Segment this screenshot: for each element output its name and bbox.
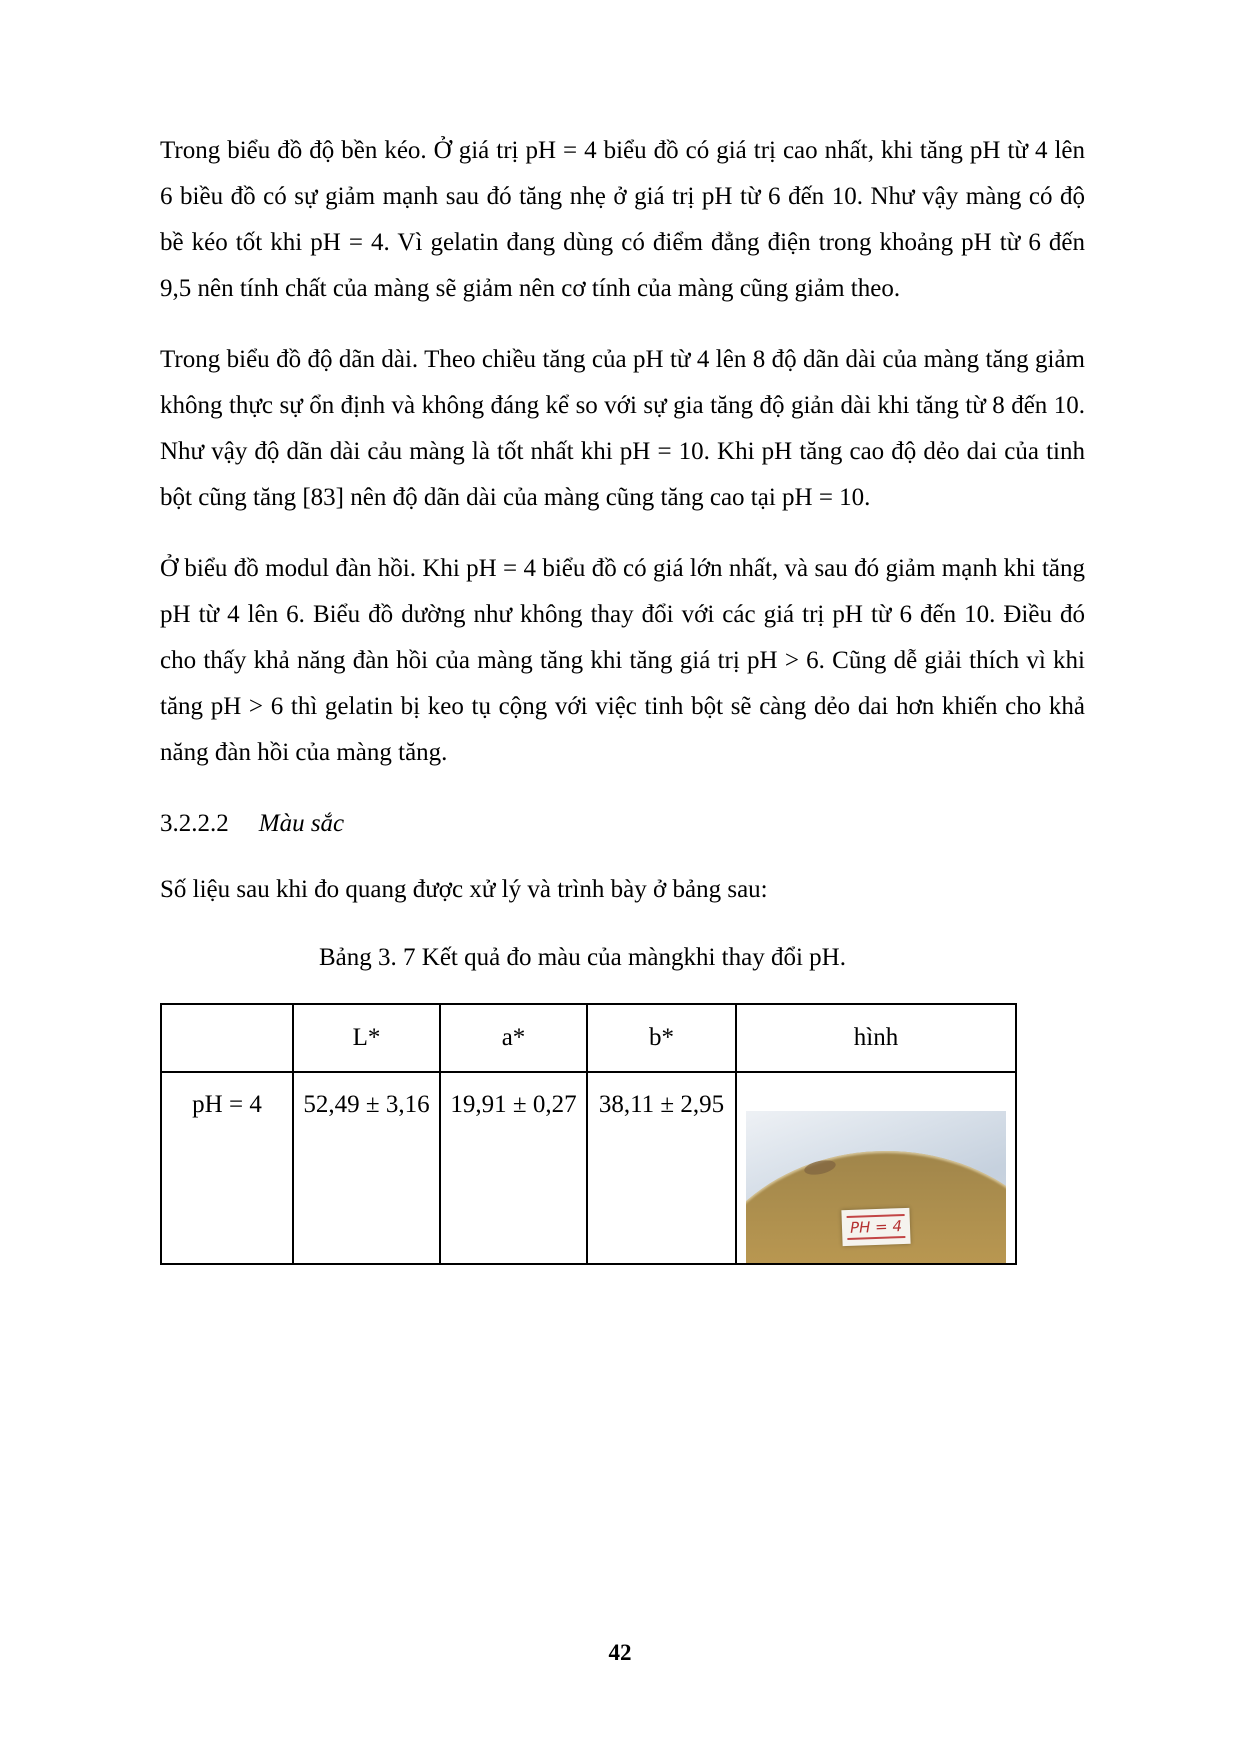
section-number: 3.2.2.2 bbox=[160, 810, 229, 837]
film-sample-disc bbox=[746, 1151, 1006, 1263]
sample-label-text: PH = 4 bbox=[847, 1214, 906, 1240]
cell-ph-label: pH = 4 bbox=[161, 1072, 293, 1264]
color-results-table bbox=[160, 1003, 1017, 1265]
table-row-ph4 bbox=[161, 1072, 1016, 1264]
header-cell-a: a* bbox=[440, 1004, 587, 1072]
paragraph-elastic-modulus: Ở biểu đồ modul đàn hồi. Khi pH = 4 biểu đồ có giá lớn nhất, và sau đó giảm mạnh khi tăng pH từ 4 lên 6. Biểu đồ dường như không thay đổi với các giá trị pH từ 6 đến 10. Điều đó cho thấy khả năng đàn hồi của màng tăng khi tăng giá trị pH > 6. Cũng dễ giải thích vì khi tăng pH > 6 thì gelatin bị keo tụ cộng với việc tinh bột sẽ càng dẻo dai hơn khiến cho khả năng đàn hồi của màng tăng. bbox=[160, 555, 1085, 766]
section-title: Màu sắc bbox=[258, 810, 345, 837]
lead-in-text: Số liệu sau khi đo quang được xử lý và trình bày ở bảng sau: bbox=[160, 876, 768, 903]
page-number: 42 bbox=[608, 1640, 632, 1665]
film-photo bbox=[746, 1111, 1006, 1263]
header-cell-b: b* bbox=[587, 1004, 736, 1072]
header-cell-image: hình bbox=[736, 1004, 1016, 1072]
cell-b-value: 38,11 ± 2,95 bbox=[587, 1072, 736, 1264]
table-caption: Bảng 3. 7 Kết quả đo màu của màngkhi thay đổi pH. bbox=[319, 944, 846, 971]
page-content bbox=[160, 128, 1085, 1265]
paragraph-elongation: Trong biểu đồ độ dãn dài. Theo chiều tăng của pH từ 4 lên 8 độ dãn dài của màng tăng giảm không thực sự ổn định và không đáng kể so với sự gia tăng độ giản dài khi tăng từ 8 đến 10. Như vậy độ dãn dài cảu màng là tốt nhất khi pH = 10. Khi pH tăng cao độ dẻo dai của tinh bột cũng tăng [83] nên độ dãn dài của màng cũng tăng cao tại pH = 10. bbox=[160, 346, 1085, 511]
cell-L-value: 52,49 ± 3,16 bbox=[293, 1072, 440, 1264]
header-cell-L: L* bbox=[293, 1004, 440, 1072]
header-cell-empty bbox=[161, 1004, 293, 1072]
paragraph-tensile-strength: Trong biểu đồ độ bền kéo. Ở giá trị pH = 4 biểu đồ có giá trị cao nhất, khi tăng pH từ 4 lên 6 biều đồ có sự giảm mạnh sau đó tăng nhẹ ở giá trị pH từ 6 đến 10. Như vậy màng có độ bề kéo tốt khi pH = 4. Vì gelatin đang dùng có điểm đẳng điện trong khoảng pH từ 6 đến 9,5 nên tính chất của màng sẽ giảm nên cơ tính của màng cũng giảm theo. bbox=[160, 137, 1085, 302]
cell-a-value: 19,91 ± 0,27 bbox=[440, 1072, 587, 1264]
table-header-row bbox=[161, 1004, 1016, 1072]
cell-film-photo bbox=[736, 1072, 1016, 1264]
section-heading bbox=[160, 801, 1085, 847]
sample-label bbox=[841, 1208, 910, 1246]
